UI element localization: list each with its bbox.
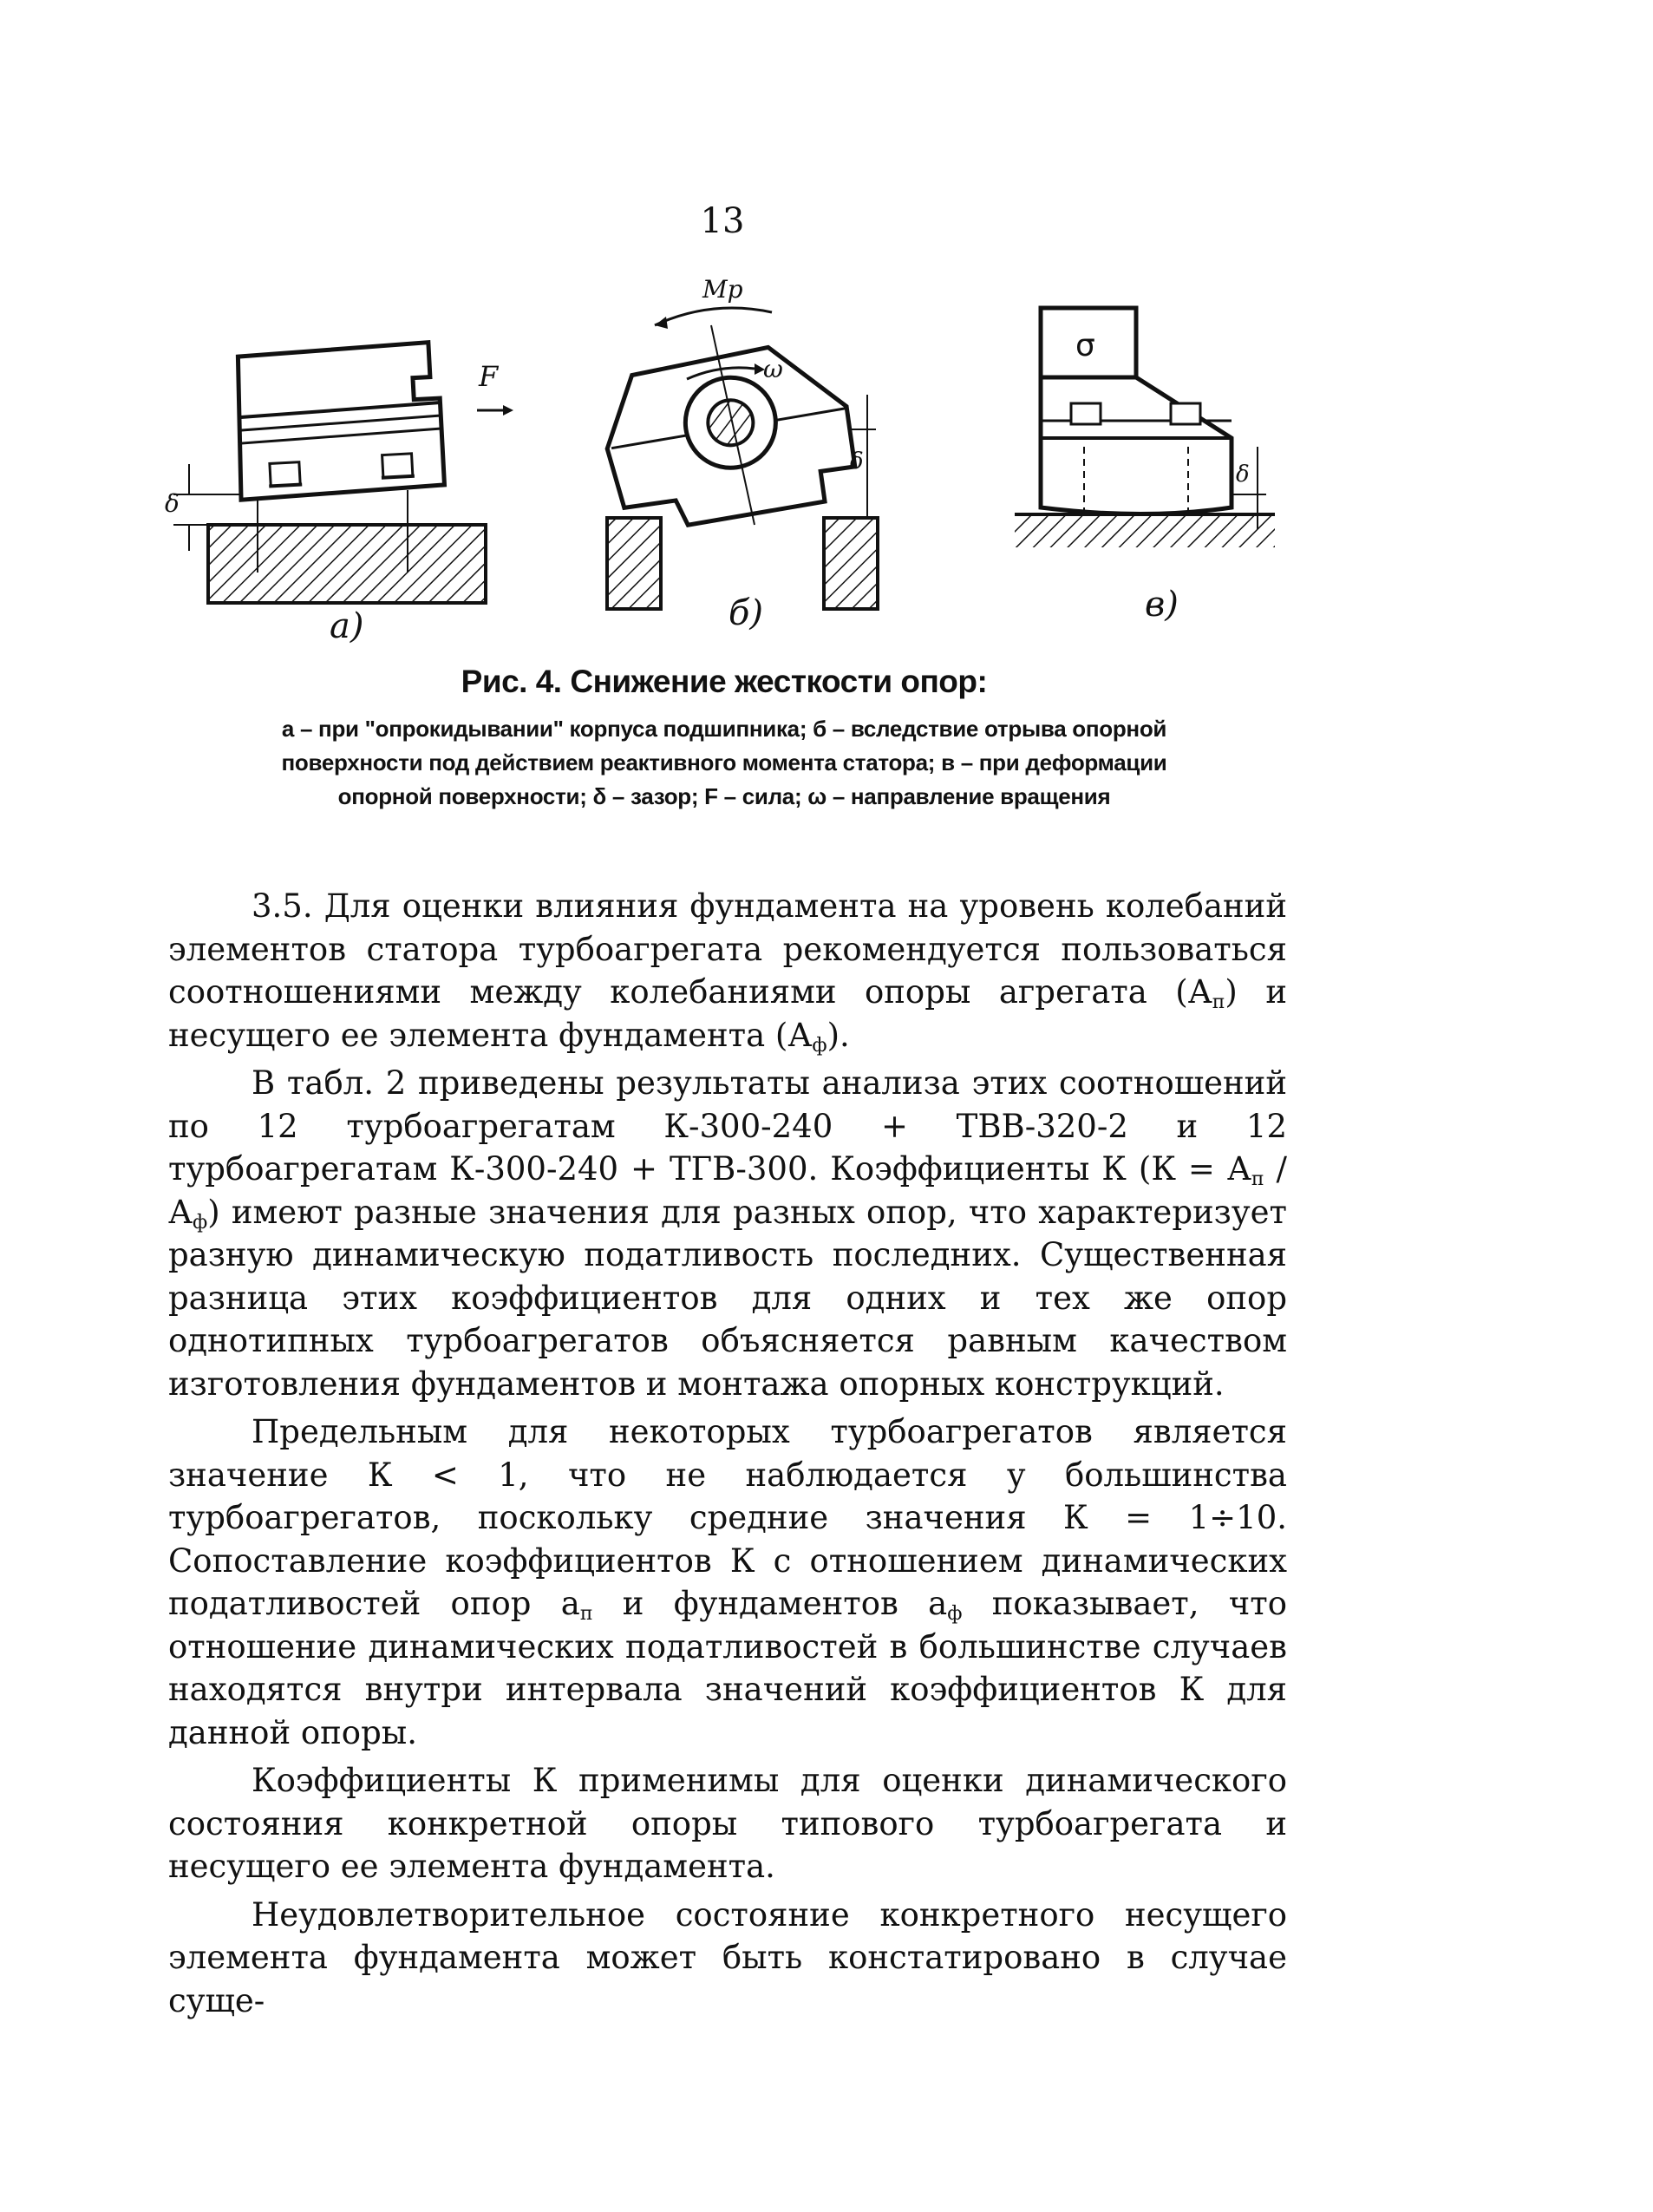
label-a: a) <box>330 606 364 646</box>
paragraph-2: В табл. 2 приведены результаты анализа этих соотношений по 12 турбоагрегатам К-300-240 + ТВВ-320-2 и 12 турбоагрегатам К-300-240 + ТГВ-300. Коэффициенты К $(К = А_п / А_ф)$ имеют разные значения для разных опор, что характеризует разную динамическую податливость последних. Существенная разница этих коэффициентов для одних и тех же опор однотипных турбоагрегатов объясняется равным качеством изготовления фундаментов и монтажа опорных конструкций. <box>168 1064 1287 1403</box>
caption-line-1: а – при "опрокидывании" корпуса подшипника; б – вследствие отрыва опорной <box>281 716 1167 742</box>
figure-4 <box>156 273 1301 655</box>
caption-title: Рис. 4. Снижение жесткости опор: <box>461 664 988 699</box>
diagram-b <box>597 275 878 633</box>
paragraph-3: Предельным для некоторых турбоагрегатов является значение К < 1, что не наблюдается у большинства турбоагрегатов, поскольку средние значения К = 1÷10. Сопоставление коэффициентов К с отношением динамических податливостей опор $а_п$ и фундаментов $а_ф$ показывает, что отношение динамических податливостей в большинстве случаев находятся внутри интервала значений коэффициентов К для данной опоры. <box>168 1413 1288 1751</box>
body-text <box>168 885 1287 2027</box>
figure-4-drawing <box>156 273 1301 655</box>
caption-line-2: поверхности под действием реактивного момента статора; в – при деформации <box>281 749 1167 776</box>
paragraph-4: Коэффициенты К применимы для оценки динамического состояния конкретной опоры типового турбоагрегата и несущего ее элемента фундамента. <box>168 1762 1287 1885</box>
page-number: 13 <box>700 201 745 241</box>
label-b: б) <box>728 593 764 633</box>
force-label: F <box>479 360 499 393</box>
diagram-a <box>165 342 513 646</box>
delta-label-b: δ <box>850 448 864 474</box>
caption-line-3: опорной поверхности; δ – зазор; F – сила; ω – направление вращения <box>337 783 1111 809</box>
delta-label-a: δ <box>165 489 180 518</box>
diagram-v <box>1015 308 1275 625</box>
paragraph-5: Неудовлетворительное состояние конкретного несущего элемента фундамента может быть констатировано в случае суще- <box>168 1895 1287 2019</box>
label-v: в) <box>1145 585 1179 625</box>
omega-label: ω <box>763 355 783 383</box>
delta-label-v: δ <box>1236 461 1250 488</box>
paragraph-1: 3.5. Для оценки влияния фундамента на уровень колебаний элементов статора турбоагрегата рекомендуется пользоваться соотношениями между колебаниями опоры агрегата $(А_п)$ и несущего ее элемента фундамента $(А_ф)$. <box>168 887 1287 1057</box>
letter-o-mark: σ <box>1075 328 1095 363</box>
figure-caption <box>225 664 1223 814</box>
moment-label: Mр <box>702 275 743 304</box>
